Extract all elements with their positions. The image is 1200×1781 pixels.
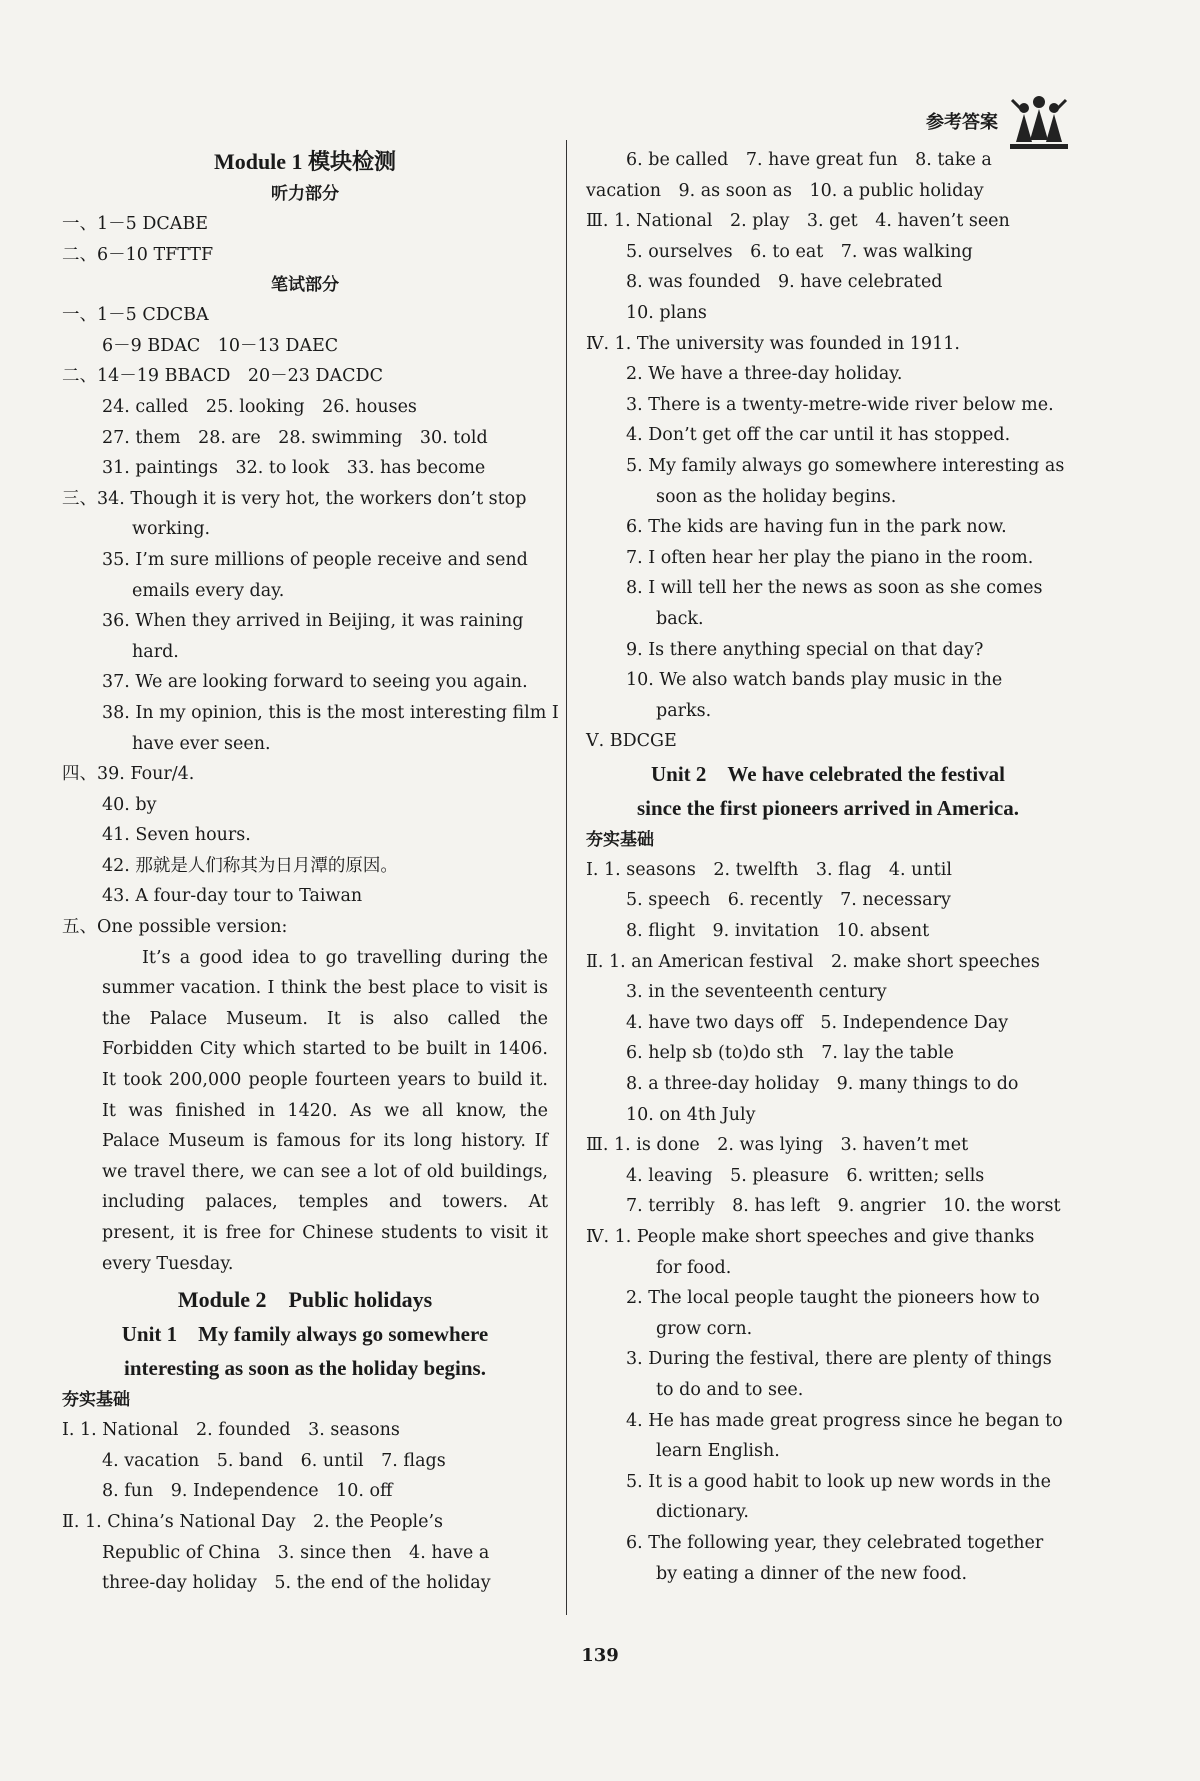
answer-line: 3. There is a twenty-metre-wide river below me. xyxy=(626,394,1054,415)
answer-line: 4. He has made great progress since he began to xyxy=(626,1410,1063,1431)
answer-line: 37. We are looking forward to seeing you again. xyxy=(102,672,528,693)
answer-line: Ⅰ. 1. seasons 2. twelfth 3. flag 4. until xyxy=(586,859,952,880)
answer-line: 10. plans xyxy=(626,302,707,323)
answer-line: 43. A four-day tour to Taiwan xyxy=(102,886,363,907)
answer-line: 8. a three-day holiday 9. many things to do xyxy=(626,1074,1019,1095)
answer-line: Ⅱ. 1. China’s National Day 2. the People’s xyxy=(62,1511,444,1532)
answer-line: vacation 9. as soon as 10. a public holiday xyxy=(586,180,984,201)
answer-line: Ⅲ. 1. is done 2. was lying 3. haven’t met xyxy=(586,1135,969,1156)
answer-line: 6. be called 7. have great fun 8. take a xyxy=(626,150,992,170)
unit2-title-line2: since the first pioneers arrived in America. xyxy=(637,795,1019,820)
answer-line: back. xyxy=(656,608,704,629)
page-header xyxy=(926,90,1070,152)
module2-title: Module 2 Public holidays xyxy=(177,1287,433,1313)
answer-line: 7. I often hear her play the piano in the room. xyxy=(626,547,1034,568)
unit1-title-line2: interesting as soon as the holiday begins. xyxy=(124,1356,486,1381)
answer-line: 4. vacation 5. band 6. until 7. flags xyxy=(102,1450,446,1471)
answer-line: 9. Is there anything special on that day? xyxy=(626,639,984,660)
answer-line: learn English. xyxy=(656,1441,780,1462)
answer-line: Ⅲ. 1. National 2. play 3. get 4. haven’t seen xyxy=(586,211,1010,232)
answer-line: 31. paintings 32. to look 33. has become xyxy=(102,458,486,479)
answer-line: emails every day. xyxy=(132,580,285,601)
answer-line: 四、39. Four/4. xyxy=(62,764,195,785)
answer-line: 2. The local people taught the pioneers how to xyxy=(626,1288,1040,1309)
answer-line: Ⅱ. 1. an American festival 2. make short speeches xyxy=(586,951,1040,972)
answer-line: 4. leaving 5. pleasure 6. written; sells xyxy=(626,1165,985,1186)
answer-line: 24. called 25. looking 26. houses xyxy=(102,396,417,417)
answer-line: 8. fun 9. Independence 10. off xyxy=(102,1481,393,1502)
answer-line: 41. Seven hours. xyxy=(102,825,251,846)
right-column xyxy=(586,145,1070,1589)
answer-line: 5. It is a good habit to look up new words in the xyxy=(626,1471,1051,1492)
answer-line: to do and to see. xyxy=(656,1379,804,1400)
answer-line: have ever seen. xyxy=(132,733,271,754)
answer-line: 27. them 28. are 28. swimming 30. told xyxy=(102,427,488,448)
answer-line: 4. Don’t get off the car until it has stopped. xyxy=(626,425,1011,446)
answer-line: 5. My family always go somewhere interesting as xyxy=(626,455,1065,476)
answer-line: Republic of China 3. since then 4. have a xyxy=(102,1542,490,1563)
answer-line: 6. The following year, they celebrated together xyxy=(626,1532,1044,1553)
answer-line: 38. In my opinion, this is the most interesting film I xyxy=(102,702,559,723)
answer-line: 6. The kids are having fun in the park now. xyxy=(626,517,1007,538)
section-tag: 夯实基础 xyxy=(62,1390,130,1411)
module1-title: Module 1 模块检测 xyxy=(213,149,397,174)
answer-line: 42. 那就是人们称其为日月潭的原因。 xyxy=(102,855,398,876)
answer-line: by eating a dinner of the new food. xyxy=(656,1563,968,1584)
answer-line: 40. by xyxy=(102,794,157,815)
column-divider xyxy=(566,140,567,1615)
answer-line: 5. ourselves 6. to eat 7. was walking xyxy=(626,241,973,262)
answer-line: 8. was founded 9. have celebrated xyxy=(626,272,943,293)
answer-line: grow corn. xyxy=(656,1318,753,1339)
people-logo-icon xyxy=(1008,90,1070,152)
answer-line: Ⅴ. BDCGE xyxy=(586,731,677,752)
answer-line: hard. xyxy=(132,641,179,662)
answer-line: Ⅳ. 1. The university was founded in 1911. xyxy=(586,333,960,354)
sample-essay: It’s a good idea to go travelling during the summer vacation. I think the best place to visit is the Palace Museum. It is also called the Forbidden City which started to be built in 1406. It took 200,000 people fourteen years to build it. It was finished in 1420. As we all know, the Palace Museum is famous for its long history. If we travel there, we can see a lot of old buildings, including palaces, temples and towers. At present, it is free for Chinese students to visit it every Tuesday. xyxy=(102,947,548,1274)
answer-line: 一、1－5 DCABE xyxy=(62,214,209,234)
answer-line: 10. We also watch bands play music in the xyxy=(626,670,1003,691)
answer-line: 2. We have a three-day holiday. xyxy=(626,364,903,385)
answer-line: 3. During the festival, there are plenty of things xyxy=(626,1349,1052,1370)
answer-line: working. xyxy=(132,519,211,540)
listening-heading: 听力部分 xyxy=(271,184,339,204)
answer-line: for food. xyxy=(656,1257,732,1278)
answer-line: 二、6－10 TFTTF xyxy=(62,244,214,265)
answer-line: three-day holiday 5. the end of the holiday xyxy=(102,1573,491,1594)
answer-line: 一、1－5 CDCBA xyxy=(62,305,209,326)
answer-line: 6. help sb (to)do sth 7. lay the table xyxy=(626,1043,954,1064)
answer-line: 二、14－19 BBACD 20－23 DACDC xyxy=(62,366,383,387)
answer-line: parks. xyxy=(656,700,712,721)
answer-line: 36. When they arrived in Beijing, it was raining xyxy=(102,611,524,632)
answer-line: dictionary. xyxy=(656,1502,749,1523)
answer-line: 5. speech 6. recently 7. necessary xyxy=(626,890,951,911)
left-column xyxy=(62,145,559,1599)
answer-line: 3. in the seventeenth century xyxy=(626,982,887,1003)
answer-line: Ⅰ. 1. National 2. founded 3. seasons xyxy=(62,1420,400,1441)
unit1-title-line1: Unit 1 My family always go somewhere xyxy=(121,1322,489,1347)
answer-line: soon as the holiday begins. xyxy=(656,486,897,507)
page-number: 139 xyxy=(581,1645,619,1666)
answer-line: 7. terribly 8. has left 9. angrier 10. the worst xyxy=(626,1196,1061,1217)
answer-line: 6－9 BDAC 10－13 DAEC xyxy=(102,335,339,356)
answer-line: 三、34. Though it is very hot, the workers don’t stop xyxy=(62,488,527,509)
answer-line: 8. flight 9. invitation 10. absent xyxy=(626,921,930,942)
answer-line: 10. on 4th July xyxy=(626,1104,756,1125)
section-tag: 夯实基础 xyxy=(586,829,654,850)
answer-line: Ⅳ. 1. People make short speeches and give thanks xyxy=(586,1227,1035,1247)
header-label: 参考答案 xyxy=(926,112,998,133)
written-heading: 笔试部分 xyxy=(271,275,339,296)
answer-line: 4. have two days off 5. Independence Day xyxy=(626,1012,1009,1033)
answer-line: 8. I will tell her the news as soon as she comes xyxy=(626,578,1043,599)
answer-line: 35. I’m sure millions of people receive and send xyxy=(102,549,528,570)
unit2-title-line1: Unit 2 We have celebrated the festival xyxy=(650,761,1006,786)
answer-line: 五、One possible version: xyxy=(62,917,288,938)
